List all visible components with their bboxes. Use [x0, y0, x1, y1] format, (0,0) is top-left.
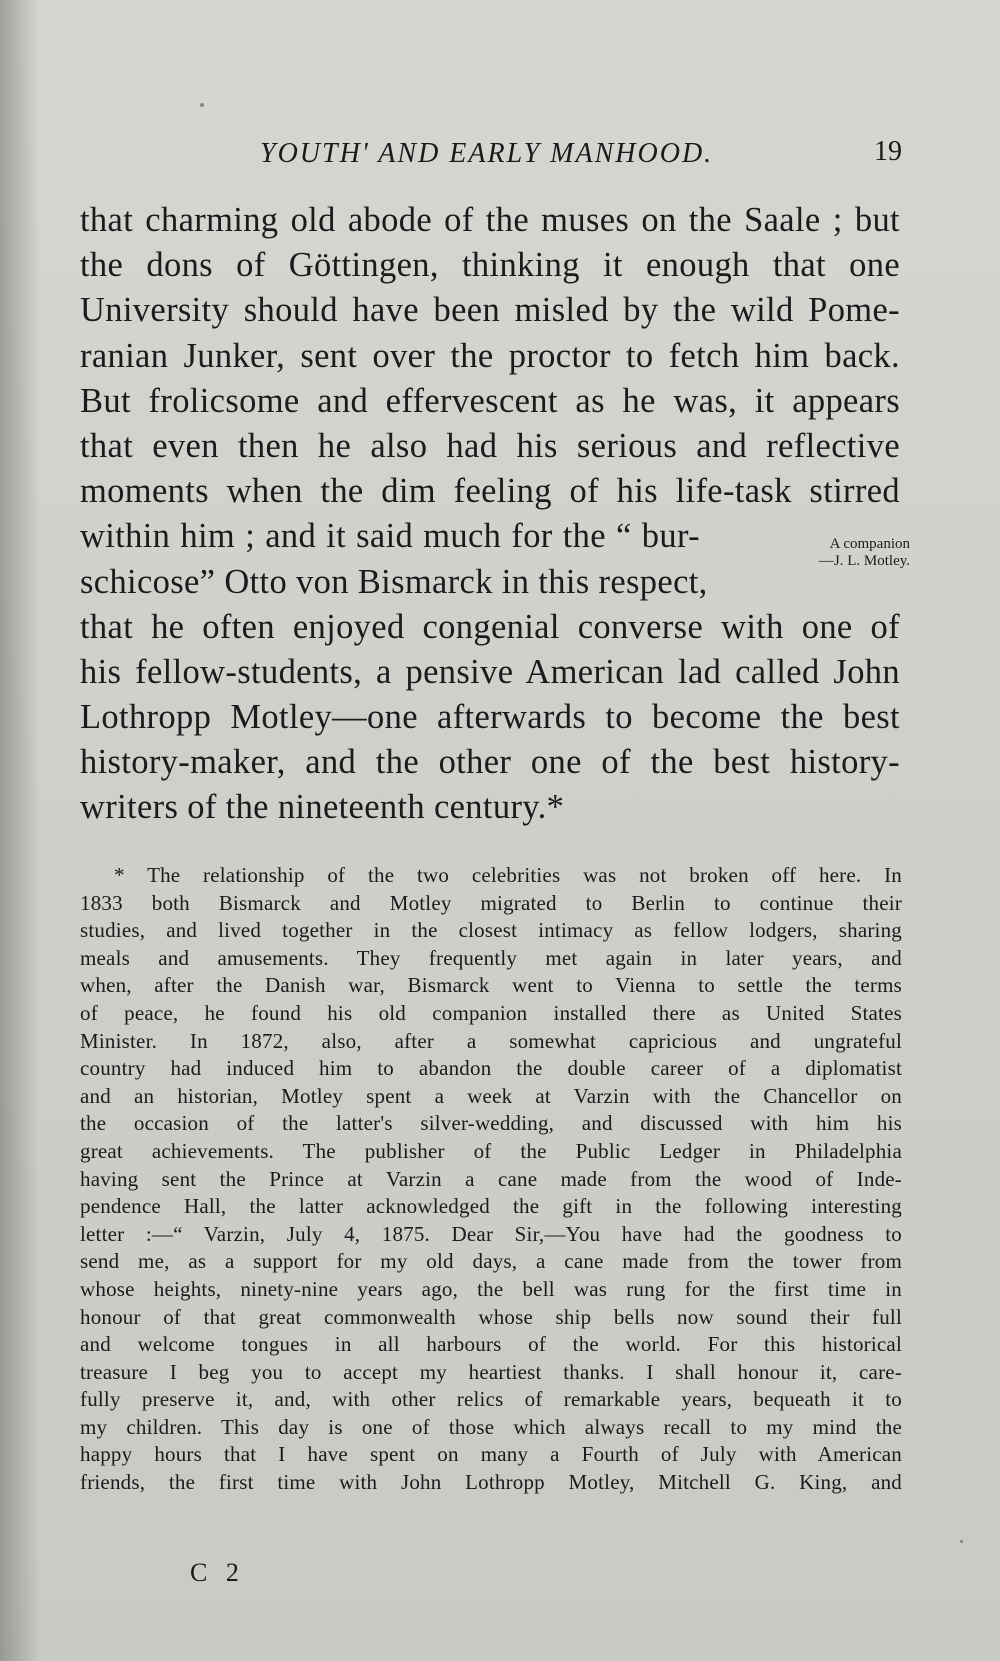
footnote-line: of peace, he found his old companion installed there as United States: [80, 1000, 902, 1025]
footnote-line: great achievements. The publisher of the Public Ledger in Philadelphia: [80, 1138, 902, 1163]
footnote-line: 1833 both Bismarck and Motley migrated to Berlin to continue their: [80, 890, 902, 915]
text-line: that he often enjoyed congenial converse with one of: [80, 607, 900, 646]
running-title: YOUTH' AND EARLY MANHOOD.: [260, 138, 714, 169]
page-number: 19: [874, 136, 902, 167]
text-line: that charming old abode of the muses on the Saale ; but: [80, 201, 900, 239]
text-line: University should have been misled by the wild Pome-: [80, 291, 900, 330]
margin-note-title: A companion: [829, 536, 910, 552]
footnote-line: pendence Hall, the latter acknowledged the gift in the following interesting: [80, 1194, 902, 1219]
footnote-line: studies, and lived together in the closest intimacy as fellow lodgers, sharing: [80, 918, 902, 943]
text-line: the dons of Göttingen, thinking it enough that one: [80, 246, 900, 285]
footnote-line: happy hours that I have spent on many a Fourth of July with American: [80, 1442, 902, 1467]
text-line: moments when the dim feeling of his life-task stirred: [80, 472, 900, 511]
text-line: history-maker, and the other one of the best history-: [80, 743, 900, 782]
margin-note-attribution: —J. L. Motley.: [818, 553, 910, 569]
footnote-line: Minister. In 1872, also, after a somewhat capricious and ungrateful: [80, 1028, 902, 1053]
footnote-line: meals and amusements. They frequently met again in later years, and: [80, 945, 902, 970]
paper-speck: [200, 103, 204, 107]
footnote-line: letter :—“ Varzin, July 4, 1875. Dear Sir,—You have had the goodness to: [80, 1221, 902, 1246]
page-header: [80, 138, 910, 178]
footnote-line: when, after the Danish war, Bismarck went to Vienna to settle the terms: [80, 973, 902, 998]
footnote: [80, 862, 902, 1497]
signature-mark: C 2: [190, 1558, 245, 1587]
spine-shadow: [0, 0, 40, 1661]
footnote-line: treasure I beg you to accept my heartiest thanks. I shall honour it, care-: [80, 1359, 902, 1384]
text-line: that even then he also had his serious and reflective: [80, 426, 900, 465]
text-line: his fellow-students, a pensive American lad called John: [80, 652, 900, 691]
footnote-line: my children. This day is one of those which always recall to my mind the: [80, 1414, 902, 1439]
footnote-line: and welcome tongues in all harbours of the world. For this historical: [80, 1332, 902, 1357]
footnote-line: * The relationship of the two celebrities was not broken off here. In: [114, 863, 902, 887]
footnote-line: and an historian, Motley spent a week at Varzin with the Chancellor on: [80, 1083, 902, 1108]
footnote-line: country had induced him to abandon the double career of a diplomatist: [80, 1056, 902, 1081]
text-line: Lothropp Motley—one afterwards to become the best: [80, 698, 900, 737]
margin-note: [760, 536, 910, 570]
paper-speck: [960, 1540, 963, 1543]
footnote-line: whose heights, ninety-nine years ago, the bell was rung for the first time in: [80, 1276, 902, 1301]
footnote-line: friends, the first time with John Lothropp Motley, Mitchell G. King, and: [80, 1470, 902, 1495]
text-line: ranian Junker, sent over the proctor to fetch him back.: [80, 336, 900, 375]
text-line: schicose” Otto von Bismarck in this respect,: [80, 562, 708, 601]
text-line: within him ; and it said much for the “ bur-: [80, 517, 700, 556]
text-line: writers of the nineteenth century.*: [80, 788, 565, 827]
footnote-line: honour of that great commonwealth whose ship bells now sound their full: [80, 1304, 902, 1329]
footnote-line: send me, as a support for my old days, a cane made from the tower from: [80, 1249, 902, 1274]
footnote-line: having sent the Prince at Varzin a cane made from the wood of Inde-: [80, 1166, 902, 1191]
footnote-line: fully preserve it, and, with other relics of remarkable years, bequeath it to: [80, 1387, 902, 1412]
main-text: [80, 198, 900, 831]
text-line: But frolicsome and effervescent as he was, it appears: [80, 381, 900, 420]
footnote-line: the occasion of the latter's silver-wedding, and discussed with him his: [80, 1111, 902, 1136]
